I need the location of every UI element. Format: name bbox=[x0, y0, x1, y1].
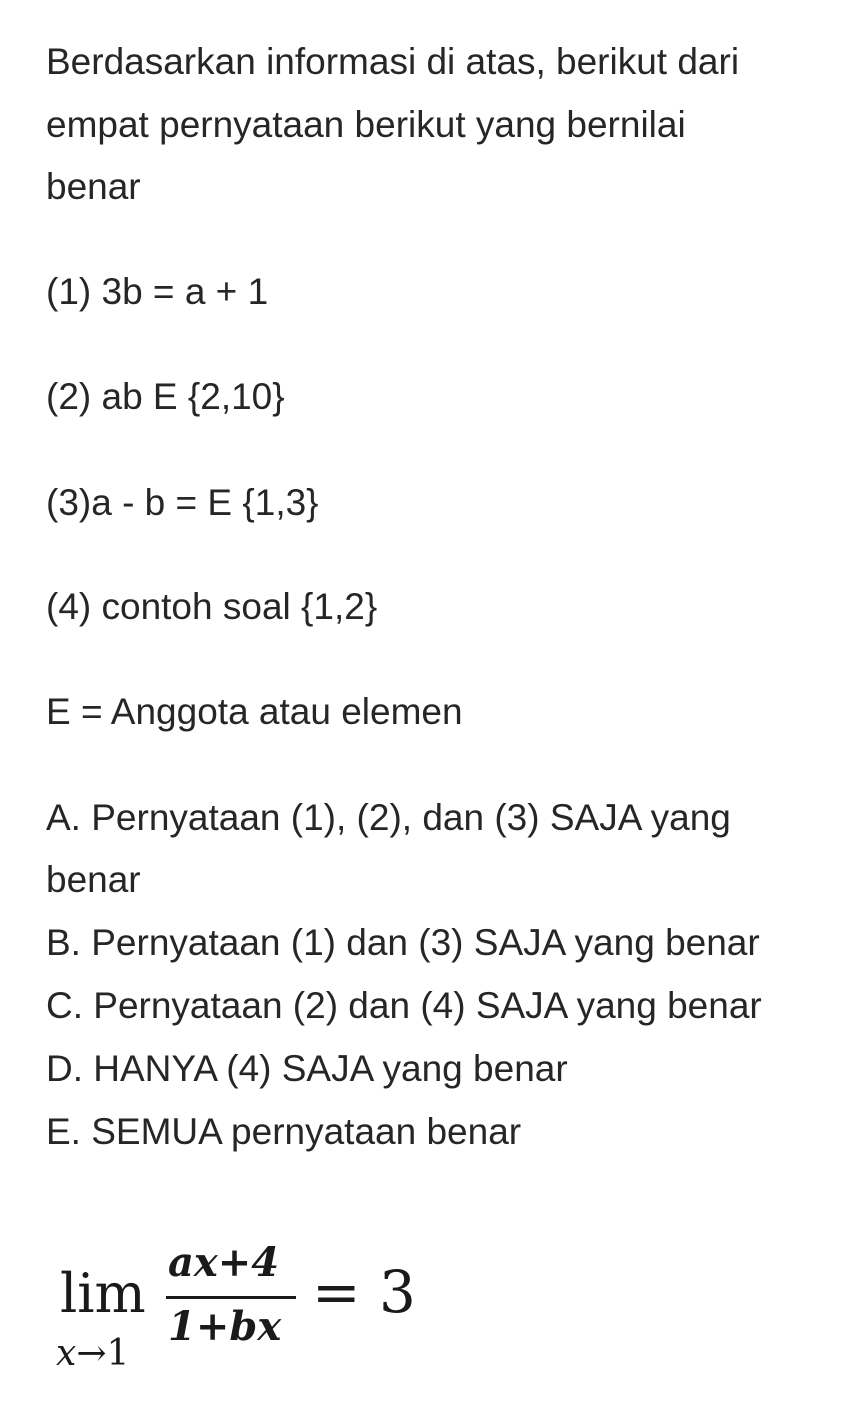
lim-variable: x bbox=[56, 1333, 77, 1374]
lim-value: 1 bbox=[106, 1333, 130, 1374]
fraction-bar bbox=[166, 1296, 296, 1299]
option-b: B. Pernyataan (1) dan (3) SAJA yang benar bbox=[46, 922, 760, 963]
statement-1: (1) 3b = a + 1 bbox=[46, 271, 269, 312]
limit-formula bbox=[50, 1236, 470, 1376]
option-d: D. HANYA (4) SAJA yang benar bbox=[46, 1048, 568, 1089]
intro-line-2: empat pernyataan berikut yang bernilai bbox=[46, 104, 686, 145]
fraction-denominator: 1+bx bbox=[168, 1303, 282, 1350]
option-e: E. SEMUA pernyataan benar bbox=[46, 1111, 522, 1152]
formula-result: = 3 bbox=[312, 1258, 416, 1326]
definition-text: E = Anggota atau elemen bbox=[46, 691, 463, 732]
lim-subscript bbox=[56, 1334, 129, 1374]
option-a-line-2: benar bbox=[46, 859, 141, 900]
option-a-line-1: A. Pernyataan (1), (2), dan (3) SAJA yang bbox=[46, 797, 731, 838]
intro-line-3: benar bbox=[46, 166, 141, 207]
fraction-numerator: ax+4 bbox=[168, 1239, 280, 1286]
lim-operator: lim bbox=[60, 1262, 146, 1325]
statement-2: (2) ab E {2,10} bbox=[46, 376, 285, 417]
lim-arrow: → bbox=[76, 1333, 107, 1374]
statement-3: (3)a - b = E {1,3} bbox=[46, 482, 319, 523]
statement-4: (4) contoh soal {1,2} bbox=[46, 586, 378, 627]
intro-line-1: Berdasarkan informasi di atas, berikut dari bbox=[46, 41, 740, 82]
option-c: C. Pernyataan (2) dan (4) SAJA yang benar bbox=[46, 985, 762, 1026]
